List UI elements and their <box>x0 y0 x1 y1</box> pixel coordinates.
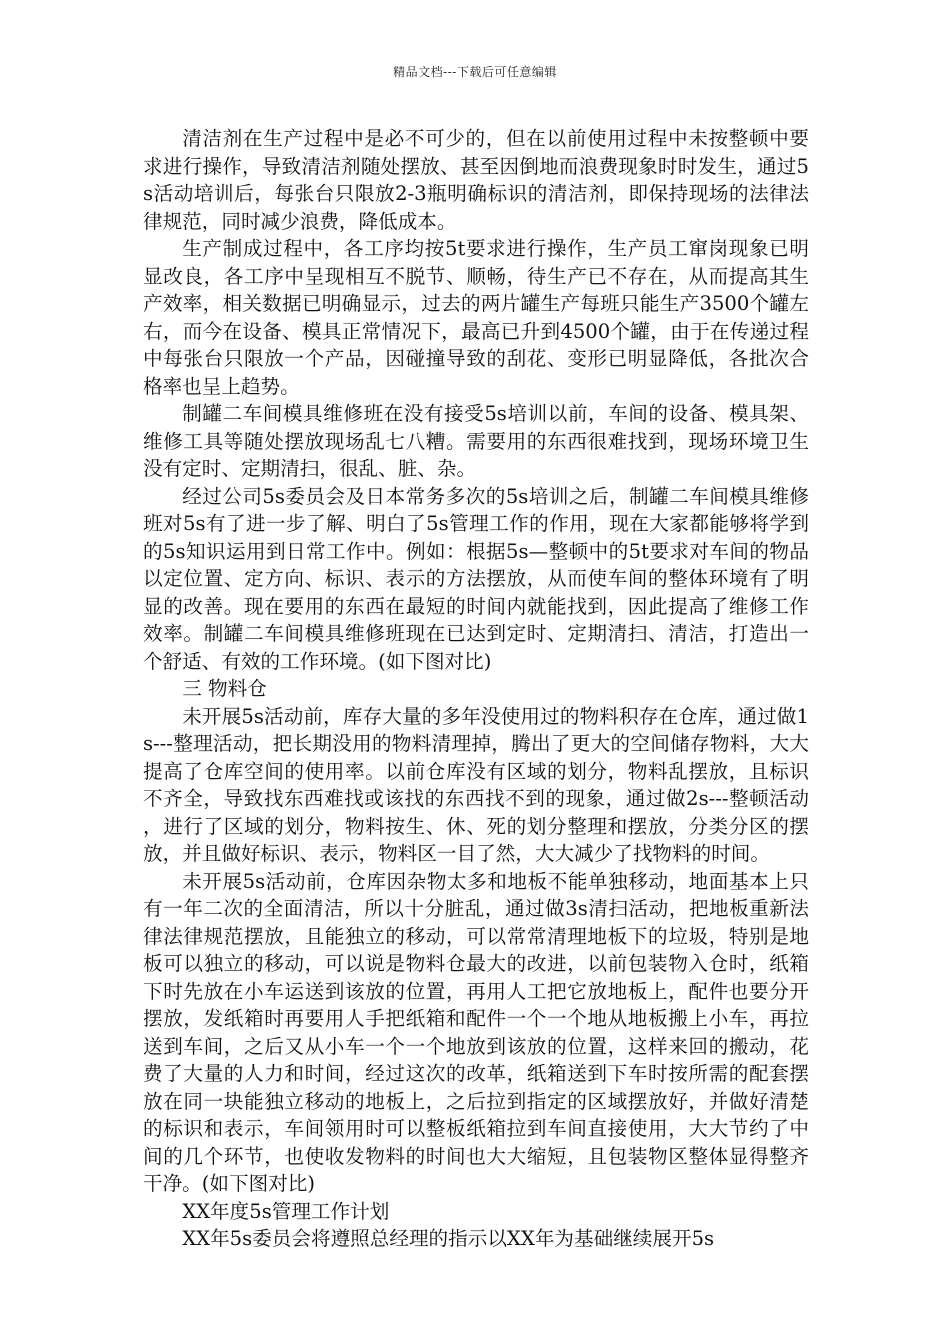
paragraph-production-process: 生产制成过程中，各工序均按5t要求进行操作，生产员工窜岗现象已明显改良，各工序中呈现相互不脱节、顺畅，待生产已不存在，从而提高其生产效率，相关数据已明确显示，过去的两片罐生产每班只能生产3500个罐左右，而今在设备、模具正常情况下，最高已升到4500个罐，由于在传递过程中每张台只限放一个产品，因碰撞导致的刮花、变形已明显降低，各批次合格率也呈上趋势。 <box>143 237 809 398</box>
paragraph-annual-plan: XX年5s委员会将遵照总经理的指示以XX年为基础继续展开5s <box>182 1227 715 1250</box>
section-heading-annual-plan: XX年度5s管理工作计划 <box>182 1199 390 1223</box>
page-header: 精品文档---下载后可任意编辑 <box>393 65 557 79</box>
section-heading-material-warehouse: 三 物料仓 <box>182 677 267 700</box>
paragraph-cleaning-agent: 清洁剂在生产过程中是必不可少的，但在以前使用过程中未按整顿中要求进行操作，导致清洁剂随处摆放、甚至因倒地而浪费现象时时发生，通过5s活动培训后，每张台只限放2-3瓶明确标识的清洁剂，即保持现场的法律法律规范，同时减少浪费，降低成本。 <box>143 127 809 233</box>
paragraph-warehouse-cleaning: 未开展5s活动前，仓库因杂物太多和地板不能单独移动，地面基本上只有一年二次的全面清洁，所以十分脏乱，通过做3s清扫活动，把地板重新法律法律规范摆放，且能独立的移动，可以常常清理地板下的垃圾，特别是地板可以独立的移动，可以说是物料仓最大的改进，以前包装物入仓时，纸箱下时先放在小车运送到该放的位置，再用人工把它放地板上，配件也要分开摆放，发纸箱时再要用人手把纸箱和配件一个一个地从地板搬上小车，再拉送到车间，之后又从小车一个一个地放到该放的位置，这样来回的搬动，花费了大量的人力和时间，经过这次的改革，纸箱送到下车时按所需的配套摆放在同一块能独立移动的地板上，之后拉到指定的区域摆放好，并做好清楚的标识和表示，车间领用时可以整板纸箱拉到车间直接使用，大大节约了中间的几个环节，也使收发物料的时间也大大缩短，且包装物区整体显得整齐干净。(如下图对比) <box>143 869 809 1195</box>
paragraph-mold-repair-after: 经过公司5s委员会及日本常务多次的5s培训之后，制罐二车间模具维修班对5s有了进一步了解、明白了5s管理工作的作用，现在大家都能够将学到的5s知识运用到日常工作中。例如：根据5s—整顿中的5t要求对车间的物品以定位置、定方向、标识、表示的方法摆放，从而使车间的整体环境有了明显的改善。现在要用的东西在最短的时间内就能找到，因此提高了维修工作效率。制罐二车间模具维修班现在已达到定时、定期清扫、清洁，打造出一个舒适、有效的工作环境。(如下图对比) <box>143 484 809 673</box>
paragraph-mold-repair-before: 制罐二车间模具维修班在没有接受5s培训以前，车间的设备、模具架、维修工具等随处摆放现场乱七八糟。需要用的东西很难找到，现场环境卫生没有定时、定期清扫，很乱、脏、杂。 <box>143 402 809 480</box>
paragraph-warehouse-sort-organize: 未开展5s活动前，库存大量的多年没使用过的物料积存在仓库，通过做1s---整理活动，把长期没用的物料清理掉，腾出了更大的空间储存物料，大大提高了仓库空间的使用率。以前仓库没有区域的划分，物料乱摆放，且标识不齐全，导致找东西难找或该找的东西找不到的现象，通过做2s---整顿活动，进行了区域的划分，物料按生、休、死的划分整理和摆放，分类分区的摆放，并且做好标识、表示，物料区一目了然，大大减少了找物料的时间。 <box>143 704 809 865</box>
document-body <box>143 125 809 1253</box>
